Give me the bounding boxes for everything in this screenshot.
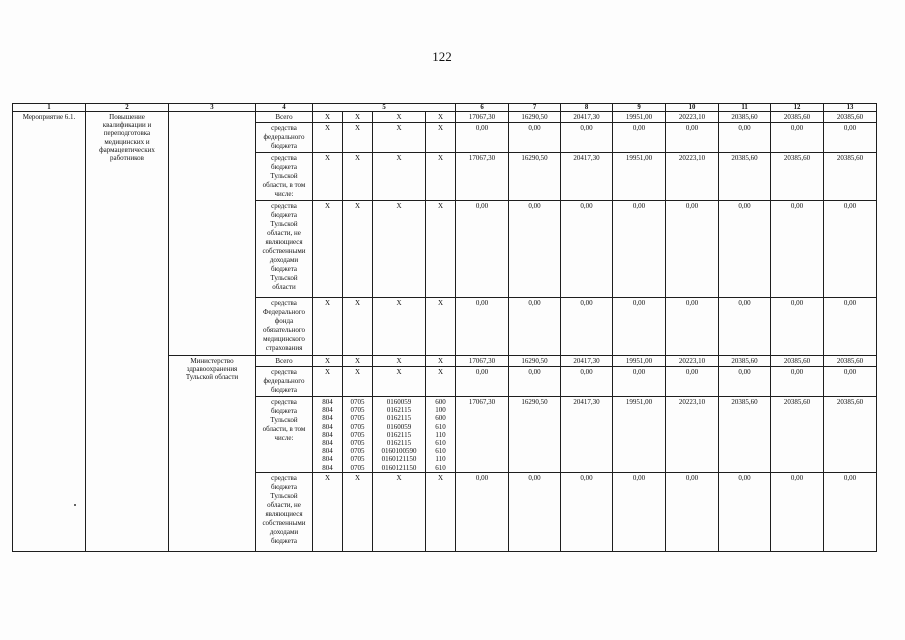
budget-code: Х — [354, 154, 361, 162]
amount-value: 0,00 — [685, 202, 699, 210]
funding-source-cell — [256, 123, 313, 153]
amount-cell — [666, 397, 719, 473]
amount-value: 19951,00 — [625, 154, 653, 162]
budget-code-cell — [426, 298, 456, 356]
budget-code: Х — [396, 113, 402, 121]
amount-value: 0,00 — [632, 368, 646, 376]
budget-code: Х — [354, 299, 361, 307]
amount-cell — [613, 201, 666, 298]
budget-code: 0160059 — [386, 398, 412, 406]
budget-code: Х — [396, 202, 402, 210]
amount-cell — [561, 356, 613, 367]
funding-source-label: средства бюджета Тульской области, в том числе: — [262, 154, 306, 198]
amount-value: 20385,60 — [731, 398, 758, 406]
amount-value: 20385,60 — [731, 113, 758, 121]
funding-source-label: средства бюджета Тульской области, не являющиеся собственными доходами бюджета — [262, 474, 306, 545]
budget-code-cell — [343, 356, 373, 367]
amount-value: 20385,60 — [836, 398, 864, 406]
budget-code: 600 — [435, 414, 446, 423]
amount-cell — [456, 112, 509, 123]
amount-value: 20385,60 — [836, 154, 864, 162]
funding-source-label: Всего — [275, 113, 293, 121]
budget-code: 600 — [435, 398, 446, 406]
budget-code: 804 — [322, 406, 333, 415]
budget-code: 804 — [322, 455, 333, 464]
amount-value: 20385,60 — [731, 154, 758, 162]
amount-value: 0,00 — [475, 124, 489, 132]
amount-cell — [561, 112, 613, 123]
budget-code: 804 — [322, 422, 333, 431]
amount-cell — [771, 473, 824, 552]
amount-value: 16290,50 — [521, 398, 548, 406]
budget-code: Х — [396, 299, 402, 307]
budget-code: 804 — [322, 430, 333, 439]
column-number: 3 — [169, 104, 256, 112]
amount-cell — [771, 397, 824, 473]
budget-code-cell — [426, 201, 456, 298]
amount-cell — [771, 123, 824, 153]
budget-code-cell — [313, 112, 343, 123]
budget-code: Х — [396, 124, 402, 132]
amount-cell — [456, 473, 509, 552]
activity-label-cell — [13, 112, 86, 552]
amount-value: 17067,30 — [468, 113, 496, 121]
budget-code: 804 — [322, 414, 333, 423]
amount-cell — [509, 153, 561, 201]
budget-code-cell — [343, 153, 373, 201]
budget-code: Х — [324, 202, 331, 210]
budget-code-cell — [313, 367, 343, 397]
budget-code-cell — [343, 201, 373, 298]
amount-value: 0,00 — [843, 299, 857, 307]
budget-code-cell — [343, 123, 373, 153]
budget-code-cell — [373, 367, 426, 397]
amount-value: 0,00 — [632, 124, 646, 132]
amount-cell — [771, 298, 824, 356]
amount-value: 16290,50 — [521, 357, 548, 365]
amount-cell — [719, 356, 771, 367]
activity-name-cell — [86, 112, 169, 552]
amount-value: 0,00 — [790, 474, 804, 482]
amount-value: 0,00 — [790, 124, 804, 132]
budget-code: Х — [437, 202, 444, 210]
budget-code: Х — [396, 154, 402, 162]
funding-source-cell — [256, 153, 313, 201]
column-number: 10 — [666, 104, 719, 112]
amount-value: 0,00 — [843, 124, 857, 132]
amount-value: 0,00 — [632, 299, 646, 307]
table-body — [13, 112, 877, 552]
amount-cell — [613, 153, 666, 201]
budget-code: 0705 — [350, 463, 365, 472]
amount-cell — [666, 367, 719, 397]
amount-value: 0,00 — [475, 474, 489, 482]
amount-value: 0,00 — [790, 368, 804, 376]
budget-code-cell — [426, 473, 456, 552]
amount-value: 0,00 — [790, 202, 804, 210]
budget-code: Х — [396, 368, 402, 376]
amount-value: 20417,30 — [573, 398, 600, 406]
budget-code: Х — [437, 368, 444, 376]
amount-cell — [824, 356, 877, 367]
column-number: 11 — [719, 104, 771, 112]
budget-code: Х — [437, 154, 444, 162]
amount-value: 20385,60 — [731, 357, 758, 365]
table-row — [13, 112, 877, 123]
column-number: 2 — [86, 104, 169, 112]
column-number: 12 — [771, 104, 824, 112]
budget-code-cell — [313, 356, 343, 367]
amount-cell — [509, 367, 561, 397]
budget-code: 610 — [435, 447, 446, 456]
column-number: 4 — [256, 104, 313, 112]
funding-source-label: средства федерального бюджета — [263, 368, 305, 394]
amount-value: 0,00 — [685, 474, 699, 482]
amount-value: 20385,60 — [783, 357, 811, 365]
amount-cell — [456, 356, 509, 367]
budget-code-cell — [313, 123, 343, 153]
amount-cell — [719, 112, 771, 123]
budget-code: 0160121150 — [381, 463, 417, 472]
funding-source-label: средства бюджета Тульской области, не являющиеся собственными доходами бюджета Тульской области — [262, 202, 306, 291]
amount-value: 20385,60 — [836, 113, 864, 121]
amount-value: 0,00 — [580, 202, 593, 210]
budget-code: 0162115 — [386, 430, 412, 439]
amount-value: 0,00 — [475, 202, 489, 210]
funding-source-label: средства Федерального фонда обязательного медицинского страхования — [262, 299, 306, 352]
amount-value: 0,00 — [843, 368, 857, 376]
budget-code-cell — [373, 397, 426, 473]
amount-value: 20223,10 — [678, 154, 706, 162]
amount-value: 0,00 — [738, 474, 751, 482]
column-number: 5 — [313, 104, 456, 112]
column-number: 8 — [561, 104, 613, 112]
amount-cell — [719, 367, 771, 397]
amount-value: 20385,60 — [783, 398, 811, 406]
budget-code: Х — [324, 368, 331, 376]
amount-cell — [771, 201, 824, 298]
budget-code: Х — [354, 113, 361, 121]
funding-source-cell — [256, 356, 313, 367]
amount-value: 0,00 — [738, 202, 751, 210]
budget-code-cell — [426, 123, 456, 153]
amount-cell — [509, 112, 561, 123]
amount-value: 20385,60 — [783, 154, 811, 162]
column-number: 7 — [509, 104, 561, 112]
amount-value: 0,00 — [843, 474, 857, 482]
amount-cell — [824, 367, 877, 397]
amount-cell — [561, 298, 613, 356]
amount-cell — [561, 473, 613, 552]
amount-value: 17067,30 — [468, 154, 496, 162]
amount-value: 0,00 — [528, 474, 541, 482]
budget-code-cell — [373, 112, 426, 123]
budget-code: 610 — [435, 463, 446, 472]
amount-value: 0,00 — [528, 299, 541, 307]
budget-code: 0705 — [350, 455, 365, 464]
amount-cell — [561, 201, 613, 298]
amount-value: 20223,10 — [678, 357, 706, 365]
budget-code-cell — [373, 123, 426, 153]
amount-cell — [613, 473, 666, 552]
budget-code: 804 — [322, 463, 333, 472]
budget-code-cell — [426, 112, 456, 123]
amount-cell — [824, 473, 877, 552]
amount-cell — [561, 153, 613, 201]
budget-code: 804 — [322, 447, 333, 456]
funding-source-cell — [256, 201, 313, 298]
budget-code: 100 — [435, 406, 446, 415]
amount-cell — [666, 356, 719, 367]
amount-value: 0,00 — [632, 474, 646, 482]
amount-value: 0,00 — [580, 474, 593, 482]
amount-cell — [719, 123, 771, 153]
funding-source-label: средства федерального бюджета — [263, 124, 305, 150]
amount-value: 0,00 — [528, 124, 541, 132]
amount-cell — [719, 153, 771, 201]
amount-value: 19951,00 — [625, 113, 653, 121]
amount-cell — [771, 367, 824, 397]
funding-source-label: Всего — [275, 357, 293, 365]
budget-code-cell — [426, 153, 456, 201]
budget-code: 0705 — [350, 398, 365, 406]
budget-code-cell — [313, 473, 343, 552]
amount-cell — [771, 153, 824, 201]
amount-cell — [561, 123, 613, 153]
budget-code: Х — [354, 357, 361, 365]
budget-code: 0162115 — [386, 406, 412, 415]
budget-code: 610 — [435, 422, 446, 431]
amount-value: 0,00 — [528, 202, 541, 210]
scan-speck — [74, 504, 76, 506]
budget-code-cell — [313, 153, 343, 201]
amount-cell — [771, 112, 824, 123]
amount-cell — [456, 367, 509, 397]
budget-code: Х — [437, 357, 444, 365]
budget-code-cell — [426, 397, 456, 473]
amount-value: 0,00 — [632, 202, 646, 210]
budget-code-cell — [373, 356, 426, 367]
column-number: 1 — [13, 104, 86, 112]
amount-value: 20417,30 — [573, 113, 600, 121]
amount-cell — [613, 123, 666, 153]
budget-code: Х — [396, 474, 402, 482]
budget-code-cell — [313, 201, 343, 298]
amount-value: 0,00 — [738, 368, 751, 376]
amount-value: 0,00 — [580, 124, 593, 132]
amount-cell — [613, 298, 666, 356]
budget-code: 0705 — [350, 447, 365, 456]
budget-code: Х — [354, 474, 361, 482]
column-number: 13 — [824, 104, 877, 112]
amount-value: 0,00 — [528, 368, 541, 376]
amount-cell — [824, 397, 877, 473]
amount-value: 0,00 — [790, 299, 804, 307]
amount-value: 0,00 — [738, 299, 751, 307]
budget-code: 110 — [435, 430, 446, 439]
amount-value: 17067,30 — [468, 398, 496, 406]
amount-value: 0,00 — [738, 124, 751, 132]
amount-cell — [561, 367, 613, 397]
budget-code-cell — [426, 367, 456, 397]
amount-value: 17067,30 — [468, 357, 496, 365]
amount-value: 0,00 — [685, 124, 699, 132]
budget-code-cell — [373, 298, 426, 356]
column-number-row — [13, 104, 877, 112]
amount-value: 16290,50 — [521, 154, 548, 162]
amount-value: 0,00 — [685, 299, 699, 307]
amount-cell — [509, 397, 561, 473]
budget-code: Х — [437, 124, 444, 132]
budget-code: Х — [324, 474, 331, 482]
amount-cell — [456, 123, 509, 153]
budget-code: Х — [437, 299, 444, 307]
budget-code: 0705 — [350, 406, 365, 415]
amount-cell — [719, 397, 771, 473]
amount-cell — [771, 356, 824, 367]
budget-code: Х — [324, 113, 331, 121]
amount-cell — [824, 201, 877, 298]
budget-code-cell — [343, 298, 373, 356]
amount-value: 19951,00 — [625, 398, 653, 406]
budget-code: 0162115 — [386, 414, 412, 423]
budget-code: 0705 — [350, 422, 365, 431]
amount-cell — [666, 112, 719, 123]
funding-source-cell — [256, 473, 313, 552]
amount-cell — [666, 473, 719, 552]
amount-cell — [456, 201, 509, 298]
budget-code: 804 — [322, 439, 333, 448]
amount-cell — [719, 298, 771, 356]
executor-empty-cell — [169, 112, 256, 356]
budget-code: Х — [324, 357, 331, 365]
amount-cell — [509, 356, 561, 367]
budget-code-cell — [343, 367, 373, 397]
budget-code: 0162115 — [386, 439, 412, 448]
amount-value: 0,00 — [475, 299, 489, 307]
budget-code: 0160059 — [386, 422, 412, 431]
amount-cell — [509, 298, 561, 356]
budget-code: 0705 — [350, 439, 365, 448]
budget-code: Х — [396, 357, 402, 365]
amount-cell — [456, 153, 509, 201]
amount-value: 20417,30 — [573, 357, 600, 365]
budget-code: 0160121150 — [381, 455, 417, 464]
budget-code-cell — [313, 298, 343, 356]
budget-code-cell — [373, 473, 426, 552]
budget-code: Х — [324, 124, 331, 132]
budget-code-cell — [426, 356, 456, 367]
budget-code: Х — [437, 474, 444, 482]
amount-value: 20223,10 — [678, 398, 706, 406]
amount-cell — [613, 356, 666, 367]
budget-table — [12, 103, 877, 552]
budget-code: Х — [354, 202, 361, 210]
amount-value: 20385,60 — [783, 113, 811, 121]
budget-code: 0160100590 — [381, 447, 417, 456]
budget-code-cell — [313, 397, 343, 473]
budget-code: 610 — [435, 439, 446, 448]
amount-cell — [613, 112, 666, 123]
amount-cell — [613, 367, 666, 397]
amount-cell — [719, 201, 771, 298]
executor-name: Министерство здравоохранения Тульской области — [185, 357, 239, 381]
amount-cell — [666, 123, 719, 153]
amount-value: 20385,60 — [836, 357, 864, 365]
amount-value: 0,00 — [580, 299, 593, 307]
amount-cell — [824, 123, 877, 153]
budget-code: 0705 — [350, 430, 365, 439]
amount-cell — [456, 298, 509, 356]
budget-code: Х — [324, 154, 331, 162]
amount-cell — [613, 397, 666, 473]
budget-code: 0705 — [350, 414, 365, 423]
amount-value: 0,00 — [475, 368, 489, 376]
amount-value: 20223,10 — [678, 113, 706, 121]
amount-value: 0,00 — [843, 202, 857, 210]
amount-value: 0,00 — [685, 368, 699, 376]
budget-code-cell — [343, 397, 373, 473]
executor-cell — [169, 356, 256, 552]
budget-code: Х — [354, 124, 361, 132]
budget-code: Х — [437, 113, 444, 121]
amount-value: 0,00 — [580, 368, 593, 376]
activity-name: Повышение квалификации и переподготовка медицинских и фармацевтических работников — [99, 113, 155, 163]
amount-cell — [456, 397, 509, 473]
funding-source-label: средства бюджета Тульской области, в том числе: — [262, 398, 306, 442]
funding-source-cell — [256, 112, 313, 123]
column-number: 9 — [613, 104, 666, 112]
amount-cell — [719, 473, 771, 552]
amount-cell — [824, 112, 877, 123]
budget-code-cell — [373, 153, 426, 201]
amount-cell — [509, 201, 561, 298]
budget-code-cell — [343, 473, 373, 552]
budget-code-cell — [373, 201, 426, 298]
amount-value: 19951,00 — [625, 357, 653, 365]
budget-code: 110 — [435, 455, 446, 464]
amount-cell — [666, 201, 719, 298]
amount-cell — [666, 153, 719, 201]
budget-code: Х — [324, 299, 331, 307]
funding-source-cell — [256, 397, 313, 473]
amount-cell — [561, 397, 613, 473]
activity-label: Мероприятие 6.1. — [22, 113, 76, 121]
column-number: 6 — [456, 104, 509, 112]
page-number: 122 — [432, 49, 452, 64]
amount-cell — [666, 298, 719, 356]
funding-source-cell — [256, 367, 313, 397]
budget-code: 804 — [322, 398, 333, 406]
amount-cell — [509, 123, 561, 153]
amount-cell — [824, 298, 877, 356]
funding-source-cell — [256, 298, 313, 356]
amount-cell — [824, 153, 877, 201]
budget-code: Х — [354, 368, 361, 376]
amount-value: 16290,50 — [521, 113, 548, 121]
amount-cell — [509, 473, 561, 552]
amount-value: 20417,30 — [573, 154, 600, 162]
budget-code-cell — [343, 112, 373, 123]
